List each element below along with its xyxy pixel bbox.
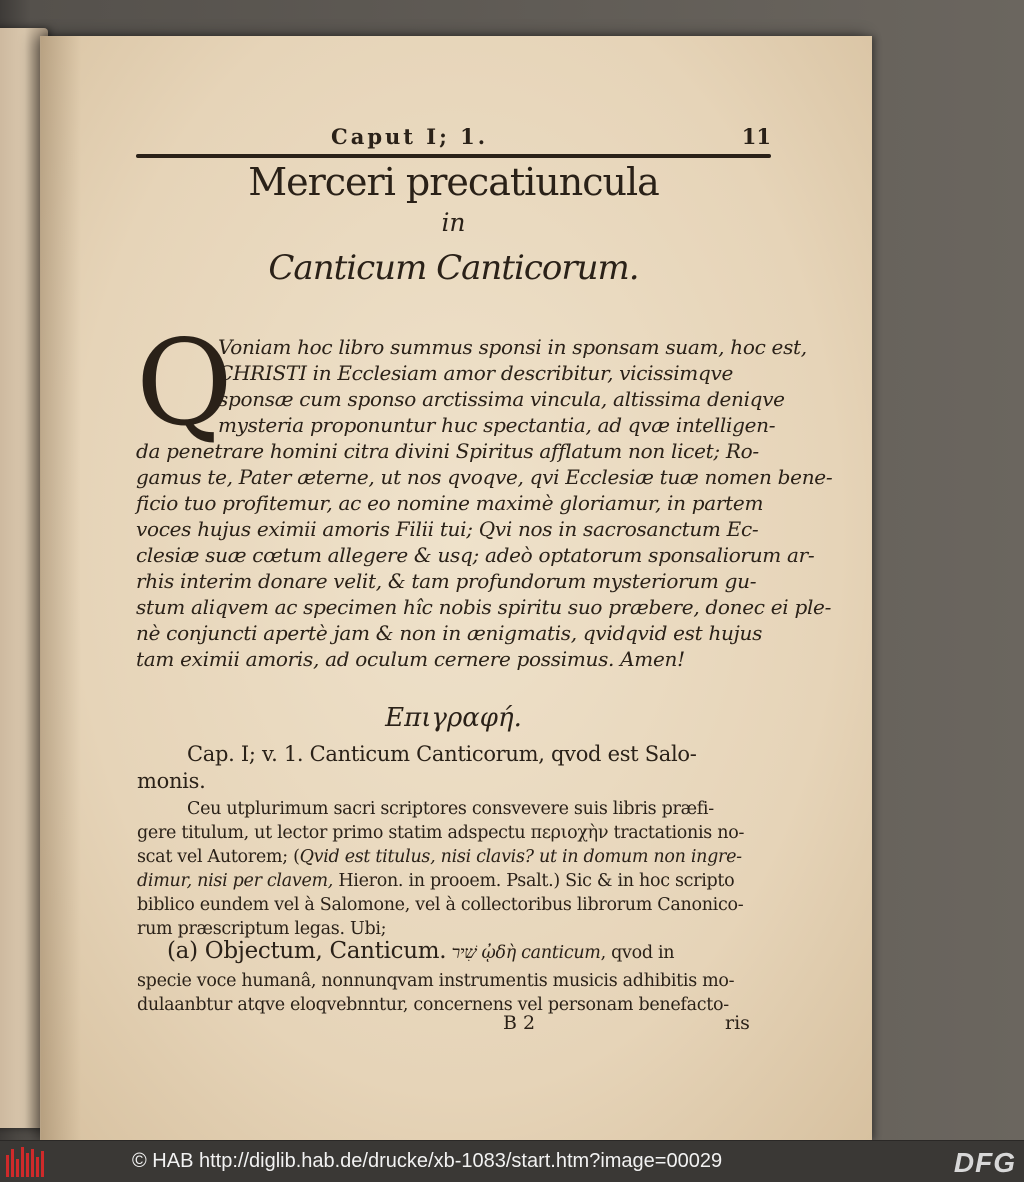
objectum-label: (a) Objectum, Canticum. (167, 938, 447, 964)
body-text: , qvod in (600, 943, 675, 963)
running-head (136, 120, 771, 156)
verse-line: Cap. I; v. 1. Canticum Canticorum, qvod est Salo- (187, 742, 697, 766)
prayer-line: sponsæ cum sponso arctissima vincula, altissima deniqve (218, 387, 785, 411)
body-line: dulaanbtur atqve eloqvebnntur, concernens vel personam benefacto- (137, 995, 729, 1015)
body-line (137, 844, 742, 870)
body-line: biblico eundem vel à Salomone, vel à collectoribus librorum Canonico- (137, 895, 744, 915)
body-text: scat vel Autorem; ( (137, 847, 300, 867)
body-text: Hieron. in prooem. Psalt.) Sic & in hoc scripto (333, 871, 735, 891)
prayer-line: stum aliqvem ac specimen hîc nobis spiritu suo præbere, donec ei ple- (136, 595, 832, 619)
dfg-logo: DFG (953, 1147, 1016, 1178)
hab-logo-icon (6, 1147, 48, 1177)
title-subtitle: Canticum Canticorum. (268, 248, 639, 288)
dropcap-initial: Q (136, 314, 233, 452)
prayer-line: rhis interim donare velit, & tam profundorum mysteriorum gu- (136, 569, 757, 593)
copyright-link[interactable]: © HAB http://diglib.hab.de/drucke/xb-1083/start.htm?image=00029 (132, 1150, 723, 1172)
prayer-line: clesiæ suæ cœtum allegere & usq; adeò optatorum sponsaliorum ar- (136, 543, 815, 567)
prayer-line: Voniam hoc libro summus sponsi in sponsam suam, hoc est, (218, 335, 807, 359)
page-number: 11 (741, 124, 771, 149)
signature-mark: B 2 (503, 1012, 536, 1034)
title-connector: in (441, 208, 466, 237)
book-page (40, 36, 872, 1140)
prayer-line: voces hujus eximii amoris Filii tui; Qvi nos in sacrosanctum Ec- (136, 517, 759, 541)
body-quote: Qvid est titulus, nisi clavis? ut in domum non ingre- (299, 847, 742, 867)
body-line (137, 868, 734, 894)
prayer-line: nè conjuncti apertè jam & non in ænigmatis, qvidqvid est hujus (136, 621, 763, 645)
body-line: specie voce humanâ, nonnunqvam instrumentis musicis adhibitis mo- (137, 971, 735, 991)
prayer-line: gamus te, Pater æterne, ut nos qvoqve, qvi Ecclesiæ tuæ nomen bene- (136, 465, 833, 489)
catchword: ris (725, 1012, 750, 1034)
body-line: rum præscriptum legas. Ubi; (137, 919, 387, 939)
prayer-line: CHRISTI in Ecclesiam amor describitur, vicissimqve (218, 361, 734, 385)
body-quote: dimur, nisi per clavem, (137, 871, 334, 891)
prayer-line: ficio tuo profitemur, ac eo nomine maximè gloriamur, in partem (136, 491, 764, 515)
verse-line: monis. (137, 769, 206, 793)
page-title: Merceri precatiuncula (248, 160, 659, 204)
prayer-line: tam eximii amoris, ad oculum cernere possimus. Amen! (136, 647, 685, 671)
body-line (167, 936, 674, 966)
prayer-line: mysteria proponuntur huc spectantia, ad qvæ intelligen- (218, 413, 776, 437)
body-line: gere titulum, ut lector primo statim adspectu περιοχὴν tractationis no- (137, 823, 745, 843)
prayer-line: da penetrare homini citra divini Spiritus afflatum non licet; Ro- (136, 439, 759, 463)
hebrew-greek-term: שִׁיר ᾠδὴ canticum (446, 943, 601, 963)
section-heading: Επιγραφή. (385, 703, 522, 733)
running-head-title: Caput I; 1. (331, 124, 489, 149)
body-line: Ceu utplurimum sacri scriptores consvevere suis libris præfi- (187, 799, 714, 819)
prayer-paragraph (136, 314, 833, 692)
footer-bar (0, 1140, 1024, 1182)
